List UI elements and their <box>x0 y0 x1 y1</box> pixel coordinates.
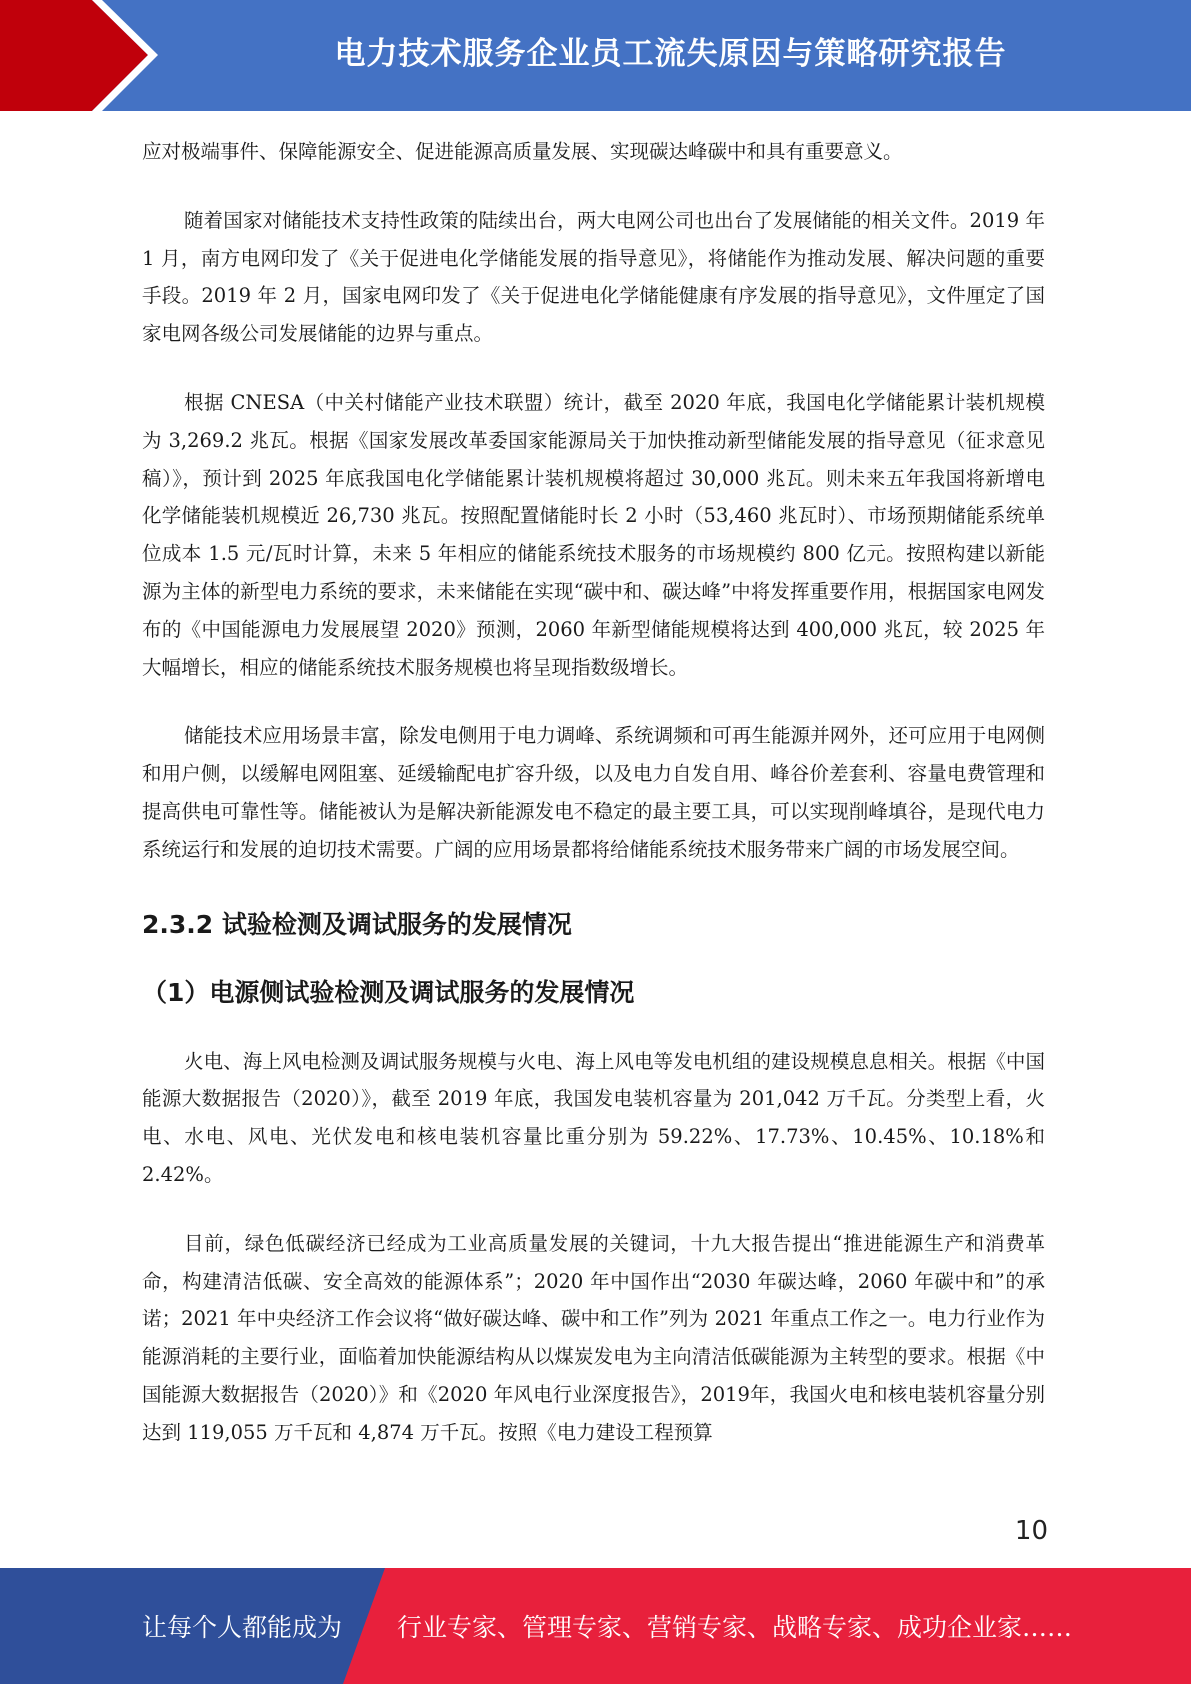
paragraph-installed-capacity <box>142 1043 1045 1194</box>
text-line: 意见》，文件厘定了国家电网各级公司发展储能的边界与重点。 <box>142 284 1045 346</box>
text-line: 挥重要作用，根据国家电网发布的《中国能源电力发展展望 2020》预测，2060 年新型储能规模将 <box>142 579 1045 641</box>
text-line: 解决问题的重要手段。2019 年 2 月，国家电网印发了《关于促进电化学储能健康有序发展的指导 <box>142 246 1045 308</box>
section-heading-2-3-2: 2.3.2 试验检测及调试服务的发展情况 <box>142 909 572 939</box>
text-line: 根据 CNESA（中关村储能产业技术联盟）统计，截至 2020 年底，我国电化学储能累计装机规 <box>184 390 1026 414</box>
page-body <box>142 133 1045 1452</box>
page-header <box>0 0 1191 111</box>
paragraph-storage-scenarios <box>142 717 1045 868</box>
text-line: 随着国家对储能技术支持性政策的陆续出台，两大电网公司也出台了发展储能的相关文件。 <box>184 208 970 232</box>
paragraph-cnesa-statistics <box>142 384 1045 686</box>
text-line: 预期储能系统单位成本 1.5 元/瓦时计算，未来 5 年相应的储能系统技术服务的市场规模约 800 亿 <box>142 504 1045 566</box>
text-line: 费革命，构建清洁低碳、安全高效的能源体系”；2020 年中国作出“2030 年碳达峰，2060 年碳中 <box>142 1231 1045 1293</box>
text-line: 火电、海上风电检测及调试服务规模与火电、海上风电等发电机组的建设规模息息相关。根据 <box>184 1049 987 1073</box>
text-line: 《中国能源大数据报告（2020）》，截至 2019 年底，我国发电装机容量为 201,042 万千瓦。分类 <box>142 1049 1045 1111</box>
text-line: 电网侧和用户侧，以缓解电网阻塞、延缓输配电扩容升级，以及电力自发自用、峰谷价差套利、容 <box>142 724 1045 786</box>
paragraph-grid-policies <box>142 202 1045 353</box>
text-line: 年，我国火电和核电装机容量分别达到 119,055 万千瓦和 4,874 万千瓦。按照《电力建设工程预算 <box>142 1382 1045 1444</box>
report-title: 电力技术服务企业员工流失原因与策略研究报告 <box>334 35 1007 72</box>
page-number: 10 <box>1014 1516 1048 1546</box>
text-line: 2019 年 1 月，南方电网印发了《关于促进电化学储能发展的指导意见》，将储能作为推动发展、 <box>142 208 1045 270</box>
text-line: 模为 3,269.2 兆瓦。根据《国家发展改革委国家能源局关于加快推动新型储能发展的指导意见（征 <box>142 390 1045 452</box>
text-line: 10.18%和 2.42%。 <box>142 1125 1045 1186</box>
text-line: 来广阔的市场发展空间。 <box>805 837 1020 861</box>
text-line: 目前，绿色低碳经济已经成为工业高质量发展的关键词，十九大报告提出“推进能源生产和消 <box>184 1231 1006 1255</box>
text-line: 和”的承诺；2021 年中央经济工作会议将“做好碳达峰、碳中和工作”列为 2021 年重点工作之 <box>142 1269 1045 1331</box>
subsection-heading-power-side: （1）电源侧试验检测及调试服务的发展情况 <box>142 977 635 1007</box>
text-line: 量电费管理和提高供电可靠性等。储能被认为是解决新能源发电不稳定的最主要工具，可以实现削 <box>142 762 1045 823</box>
text-line: 型上看，火电、水电、风电、光伏发电和核电装机容量比重分别为 59.22%、17.73%、10.45%、 <box>142 1087 1045 1149</box>
text-line: 元。按照构建以新能源为主体的新型电力系统的要求，未来储能在实现“碳中和、碳达峰”中将发 <box>142 542 1045 603</box>
text-line: 国将新增电化学储能装机规模近 26,730 兆瓦。按照配置储能时长 2 小时（53,460 兆瓦时）、市场 <box>142 466 1045 528</box>
page-footer <box>0 1568 1191 1684</box>
footer-slogan-left: 让每个人都能成为 <box>142 1613 343 1642</box>
paragraph-energy-security: 应对极端事件、保障能源安全、促进能源高质量发展、实现碳达峰碳中和具有重要意义。 <box>142 140 903 163</box>
text-line: 储能技术应用场景丰富，除发电侧用于电力调峰、系统调频和可再生能源并网外，还可应用于 <box>184 724 987 748</box>
text-line: 求意见稿）》，预计到 2025 年底我国电化学储能累计装机规模将超过 30,000 兆瓦。则未来五年我 <box>142 428 1045 490</box>
text-line: 一。电力行业作为能源消耗的主要行业，面临着加快能源结构从以煤炭发电为主向清洁低碳能源为 <box>142 1307 1045 1369</box>
text-line: 达到 400,000 兆瓦，较 2025 年大幅增长，相应的储能系统技术服务规模也将呈现指数级增长。 <box>142 617 1045 679</box>
text-line: 峰填谷，是现代电力系统运行和发展的迫切技术需要。广阔的应用场景都将给储能系统技术服务带 <box>142 799 1045 861</box>
footer-slogan-right: 行业专家、管理专家、营销专家、战略专家、成功企业家…… <box>397 1613 1073 1642</box>
paragraph-low-carbon <box>142 1225 1045 1452</box>
text-line: 主转型的要求。根据《中国能源大数据报告（2020）》和《2020 年风电行业深度报告》，2019 <box>142 1345 1045 1406</box>
